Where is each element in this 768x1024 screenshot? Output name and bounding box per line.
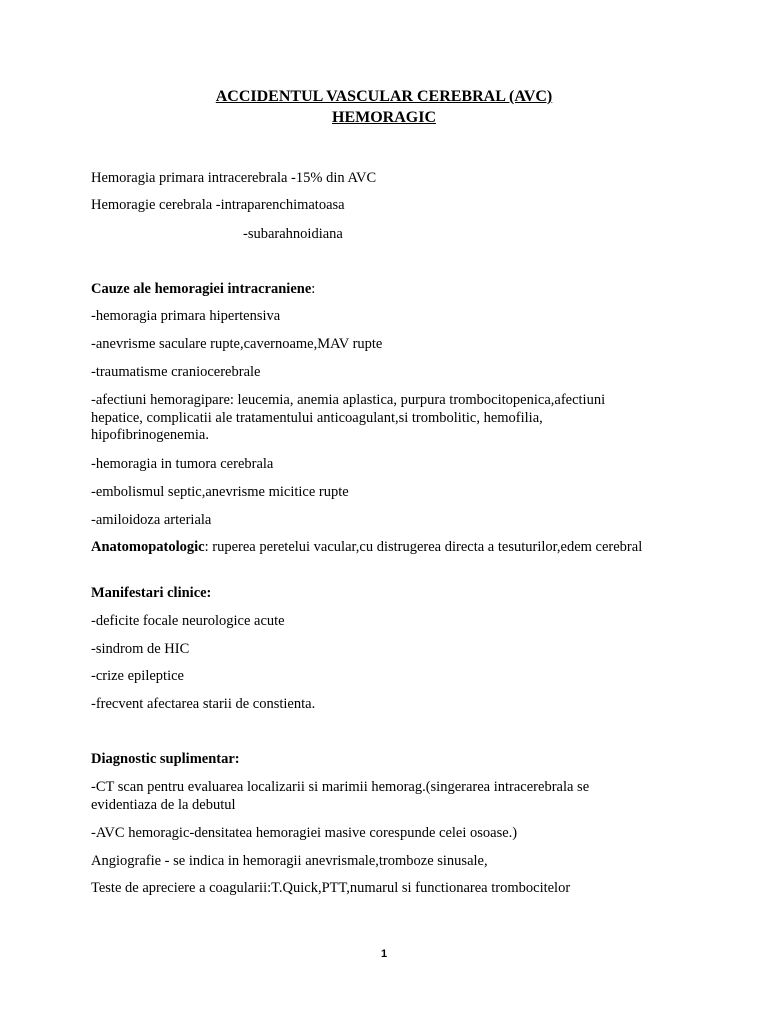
- cause-item: -afectiuni hemoragipare: leucemia, anemia aplastica, purpura trombocitopenica,afectiuni hepatice, complicatii ale tratamentului anticoagulant,si trombolitic, hemofilia, hipofibrinogenemia.: [91, 392, 606, 443]
- diagnostic-heading-label: Diagnostic suplimentar:: [91, 751, 240, 767]
- clinical-item: -sindrom de HIC: [91, 641, 190, 657]
- clinical-item: -frecvent afectarea starii de constienta.: [91, 696, 316, 712]
- causes-heading-label: Cauze ale hemoragiei intracraniene: [91, 281, 312, 297]
- page-number: 1: [380, 948, 388, 960]
- cause-item: -traumatisme craniocerebrale: [91, 364, 261, 380]
- intro-line-2: Hemoragie cerebrala -intraparenchimatoasa: [91, 197, 345, 213]
- clinical-heading-label: Manifestari clinice:: [91, 585, 212, 601]
- anatomopathology-text: : ruperea peretelui vacular,cu distrugerea directa a tesuturilor,edem cerebral: [204, 539, 643, 555]
- clinical-item: -crize epileptice: [91, 668, 184, 684]
- cause-item: -hemoragia in tumora cerebrala: [91, 456, 274, 472]
- causes-heading-colon: :: [311, 281, 316, 297]
- clinical-item: -deficite focale neurologice acute: [91, 613, 285, 629]
- anatomopathology-paragraph: [91, 539, 651, 557]
- cause-item: -hemoragia primara hipertensiva: [91, 308, 281, 324]
- document-title-line-2: HEMORAGIC: [332, 109, 436, 126]
- cause-item: -anevrisme saculare rupte,cavernoame,MAV rupte: [91, 336, 383, 352]
- diagnostic-item: -AVC hemoragic-densitatea hemoragiei masive corespunde celei osoase.): [91, 825, 518, 841]
- diagnostic-item: Teste de apreciere a coagularii:T.Quick,PTT,numarul si functionarea trombocitelor: [91, 880, 571, 896]
- document-title-line-1: ACCIDENTUL VASCULAR CEREBRAL (AVC): [215, 88, 553, 105]
- clinical-heading: [91, 585, 691, 603]
- anatomopathology-label: Anatomopatologic: [91, 539, 205, 555]
- intro-line-1: Hemoragia primara intracerebrala -15% din AVC: [91, 170, 377, 186]
- intro-line-3: -subarahnoidiana: [243, 226, 343, 242]
- diagnostic-heading: [91, 751, 691, 769]
- cause-item: -amiloidoza arteriala: [91, 512, 212, 528]
- causes-heading: [91, 281, 691, 299]
- diagnostic-item: -CT scan pentru evaluarea localizarii si marimii hemorag.(singerarea intracerebrala se evidentiaza de la debutul: [91, 779, 590, 813]
- diagnostic-item: Angiografie - se indica in hemoragii anevrismale,tromboze sinusale,: [91, 853, 488, 869]
- cause-item: -embolismul septic,anevrisme micitice rupte: [91, 484, 349, 500]
